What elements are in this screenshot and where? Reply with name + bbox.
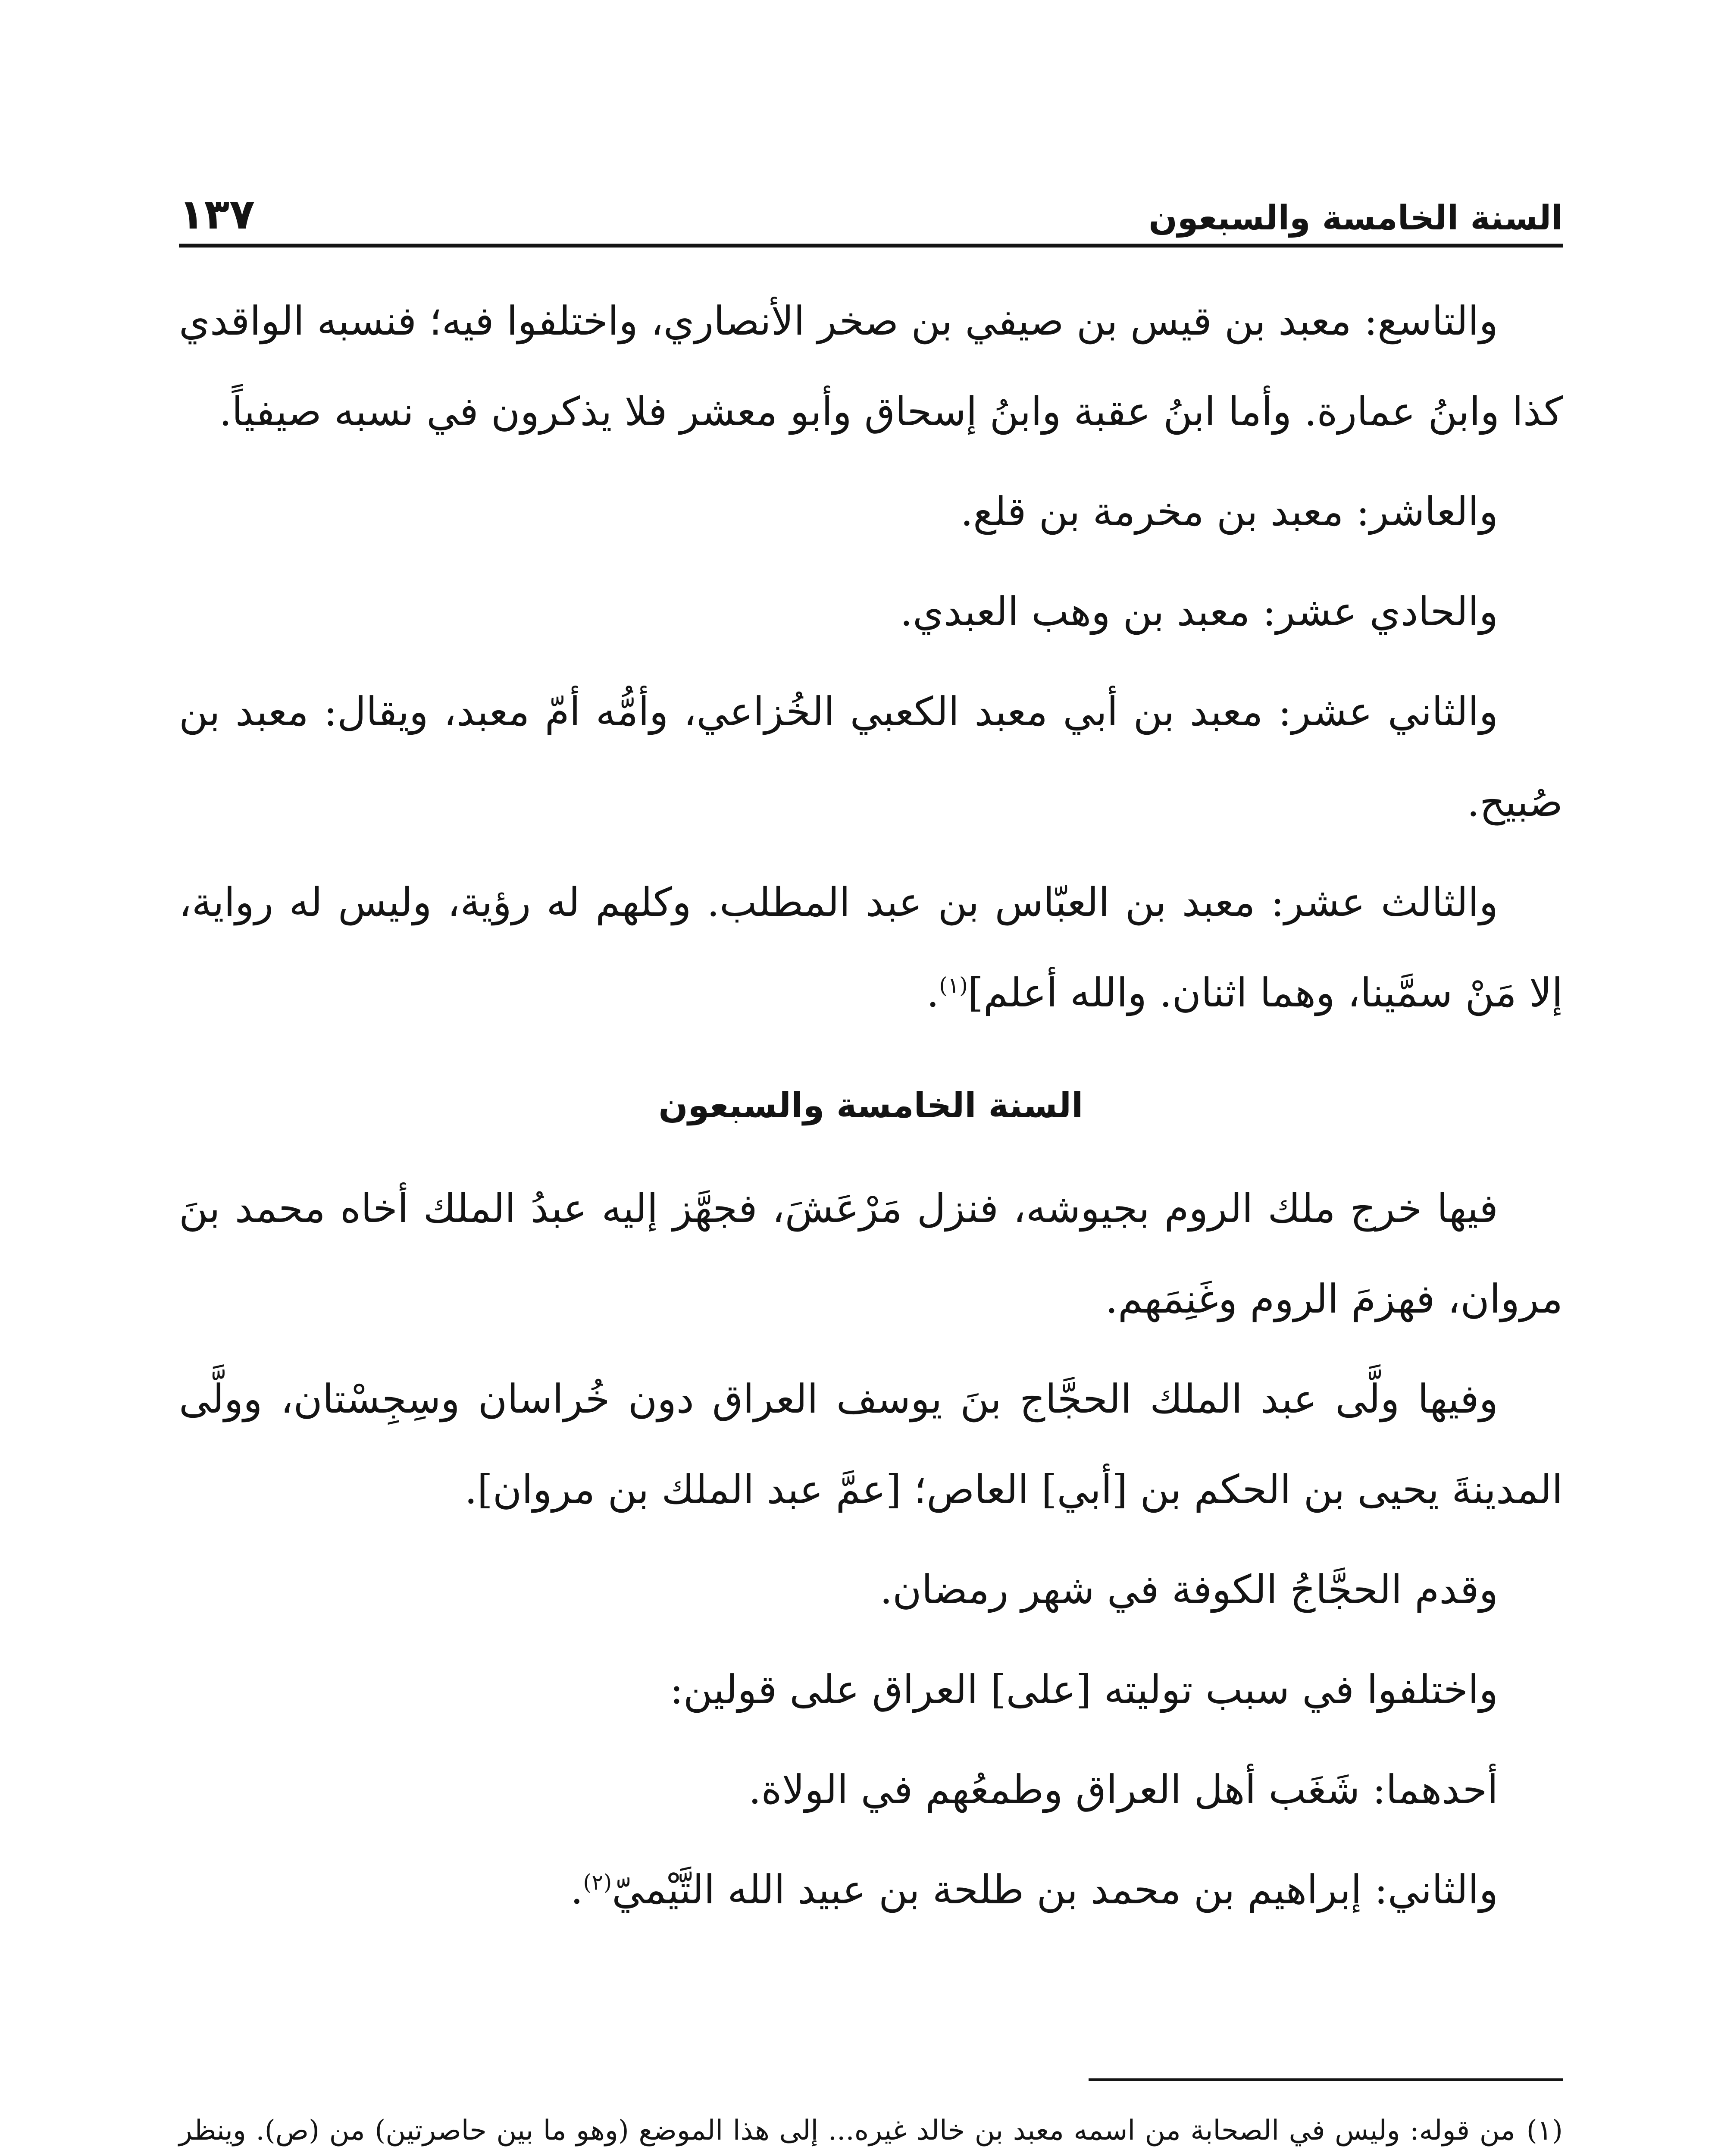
section-title: السنة الخامسة والسبعون [658,1085,1083,1125]
paragraph: والعاشر: معبد بن مخرمة بن قلع. [960,489,1498,535]
paragraph: أحدهما: شَغَب أهل العراق وطمعُهم في الولاة. [748,1767,1498,1813]
page-number: ١٣٧ [179,190,255,238]
header-rule [179,244,1563,248]
footnotes [179,2102,1563,2156]
paragraph: فيها خرج ملك الروم بجيوشه، فنزل مَرْعَشَ، فجهَّز إليه عبدُ الملك أخاه محمد بنَ مروان، فهزمَ الروم وغَنِمَهم. [179,1185,1563,1322]
footnote-reference[interactable]: (١) [939,972,968,998]
footnote [179,2102,1563,2156]
paragraph: وفيها ولَّى عبد الملك الحجَّاج بنَ يوسف العراق دون خُراسان وسِجِسْتان، وولَّى المدينةَ يحيى بن الحكم بن [أبي] العاص؛ [عمَّ عبد الملك بن مروان]. [179,1376,1563,1513]
paragraph: والحادي عشر: معبد بن وهب العبدي. [900,589,1498,635]
footnote-reference[interactable]: (٢) [583,1869,612,1895]
book-page [179,0,1563,2156]
paragraph: والثالث عشر: معبد بن العبّاس بن عبد المطلب. وكلهم له رؤية، وليس له رواية، إلا مَنْ سمَّينا، وهما اثنان. والله أعلم]$^{(١)}$. [179,879,1563,1016]
running-header [179,170,1563,238]
footnote-text: من قوله: وليس في الصحابة من اسمه معبد بن خالد غيره... إلى هذا الموضع (وهو ما بين حاصرتين) من (ص). وينظر [179,2115,1515,2147]
running-header-title: السنة الخامسة والسبعون [1148,199,1563,238]
footnote-rule [1089,2078,1563,2081]
paragraph: والثاني عشر: معبد بن أبي معبد الكعبي الخُزاعي، وأمُّه أمّ معبد، ويقال: معبد بن صُبيح. [179,689,1563,825]
footnote-marker: (١) [1526,2115,1563,2147]
paragraph: والثاني: إبراهيم بن محمد بن طلحة بن عبيد الله التَّيْميّ$^{(٢)}$. [570,1867,1498,1913]
body-text [179,276,1563,1945]
paragraph: وقدم الحجَّاجُ الكوفة في شهر رمضان. [879,1567,1498,1613]
paragraph: واختلفوا في سبب توليته [على] العراق على قولين: [670,1667,1498,1713]
paragraph: والتاسع: معبد بن قيس بن صيفي بن صخر الأنصاري، واختلفوا فيه؛ فنسبه الواقدي كذا وابنُ عمارة. وأما ابنُ عقبة وابنُ إسحاق وأبو معشر فلا يذكرون في نسبه صيفياً. [179,298,1563,435]
